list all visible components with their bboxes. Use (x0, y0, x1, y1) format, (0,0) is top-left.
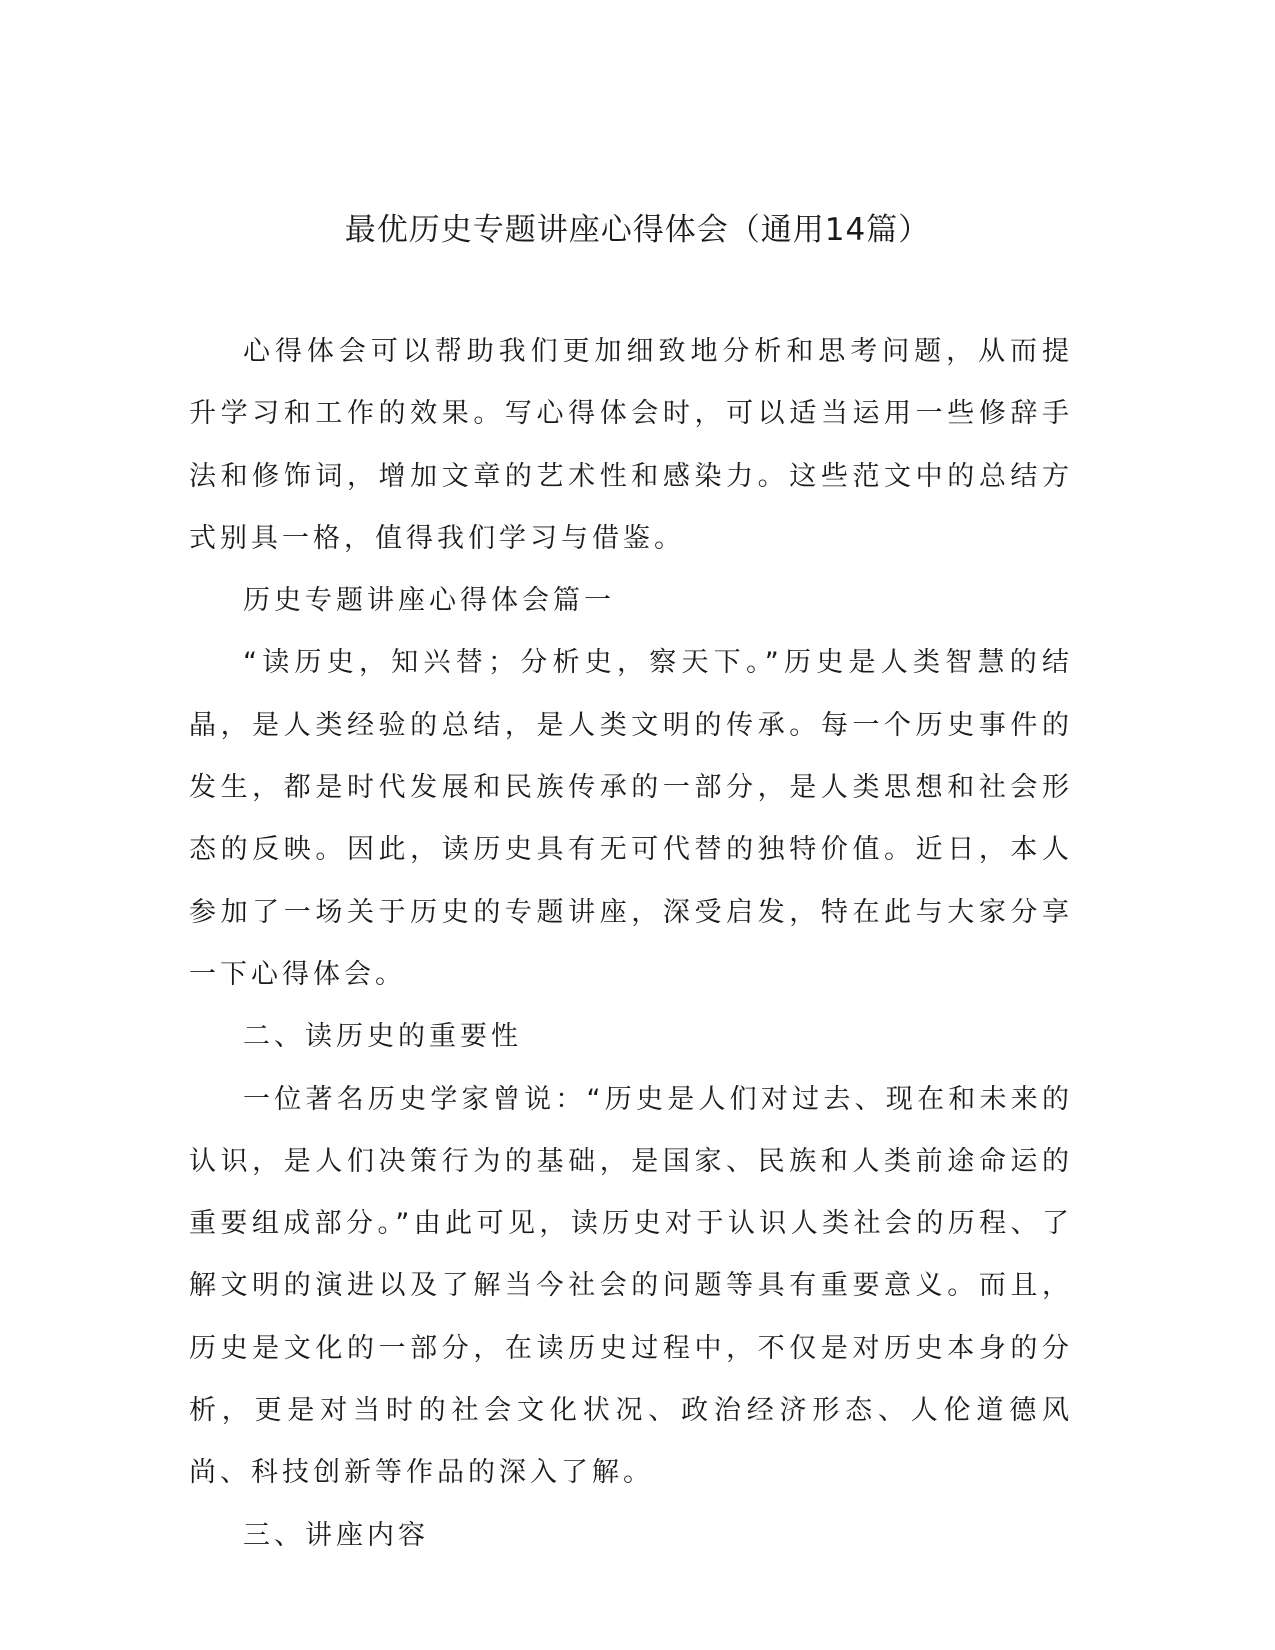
body-paragraph: “读历史，知兴替；分析史，察天下。”历史是人类智慧的结晶，是人类经验的总结，是人类文明的传承。每一个历史事件的发生，都是时代发展和民族传承的一部分，是人类思想和社会形态的反映。因此，读历史具有无可代替的独特价值。近日，本人参加了一场关于历史的专题讲座，深受启发，特在此与大家分享一下心得体会。 (189, 647, 1073, 990)
document-body (189, 321, 1073, 1567)
body-paragraph: 一位著名历史学家曾说：“历史是人们对过去、现在和未来的认识，是人们决策行为的基础，是国家、民族和人类前途命运的重要组成部分。”由此可见，读历史对于认识人类社会的历程、了解文明的演进以及了解当今社会的问题等具有重要意义。而且，历史是文化的一部分，在读历史过程中，不仅是对历史本身的分析，更是对当时的社会文化状况、政治经济形态、人伦道德风尚、科技创新等作品的深入了解。 (189, 1083, 1073, 1489)
section-heading-part-one: 历史专题讲座心得体会篇一 (243, 585, 615, 617)
section-heading-lecture-content: 三、讲座内容 (243, 1519, 429, 1551)
intro-paragraph: 心得体会可以帮助我们更加细致地分析和思考问题，从而提升学习和工作的效果。写心得体会时，可以适当运用一些修辞手法和修饰词，增加文章的艺术性和感染力。这些范文中的总结方式别具一格，值得我们学习与借鉴。 (189, 336, 1073, 554)
section-heading-importance: 二、读历史的重要性 (243, 1021, 522, 1053)
document-title: 最优历史专题讲座心得体会（通用14篇） (344, 212, 931, 248)
